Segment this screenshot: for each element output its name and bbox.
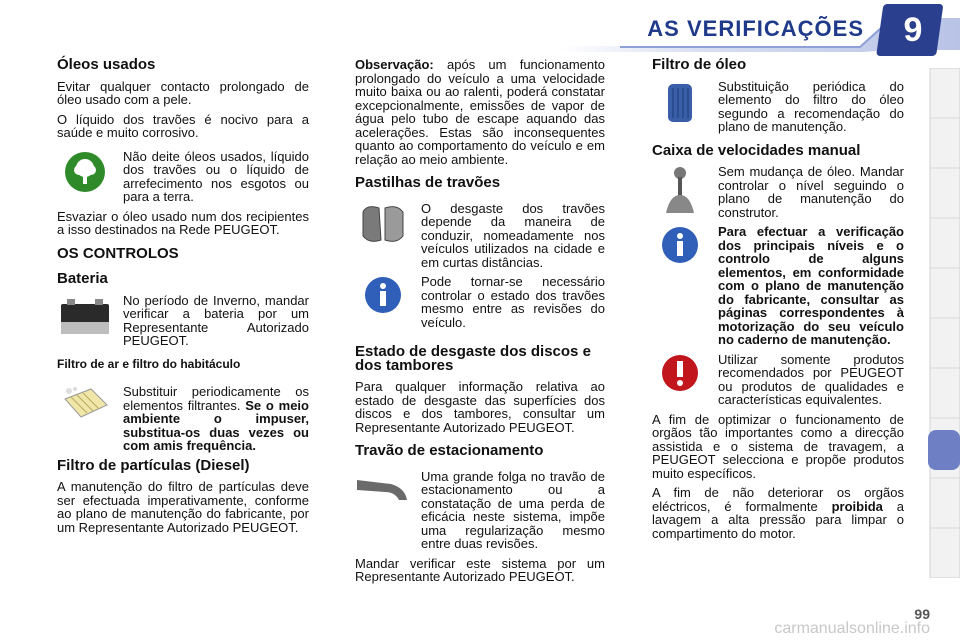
pads-note: O desgaste dos travões depende da maneira de conduzir, nomeadamente nos veículos utilizados na cidade e em curtas distâncias. xyxy=(421,200,605,270)
section-title-controlos: OS CONTROLOS xyxy=(57,244,179,262)
paragraph: A fim de optimizar o funcionamento de orgãos tão importantes como a direcção assistida e o sistema de travagem, a PEUGEOT selecciona e propõe produtos muito específicos. xyxy=(652,411,904,481)
parking-brake-note: Uma grande folga no travão de estacionamento ou a constatação de uma perda de eficácia neste sistema, impõe uma regularização mesmo entre duas revisões. xyxy=(421,468,605,551)
oil-filter-note: Substituição periódica do elemento do filtro do óleo segundo a recomendação do plano de manutenção. xyxy=(718,78,904,134)
maintenance-info: Para efectuar a verificação dos principais níveis e o controlo de alguns elementos, em conformidade com o plano de manutenção do fabricante, consultar as páginas correspondentes à motorização do seu veículo no caderno de manutenção. xyxy=(718,224,904,347)
section-title-desgaste: Estado de desgaste dos discos e dos tambores xyxy=(355,343,591,374)
section-title-pastilhas: Pastilhas de travões xyxy=(355,174,501,191)
paragraph: Evitar qualquer contacto prolongado de óleo usado com a pele. xyxy=(57,78,309,107)
paragraph: Mandar verificar este sistema por um Representante Autorizado PEUGEOT. xyxy=(355,555,605,584)
watermark: carmanualsonline.info xyxy=(774,620,930,637)
paragraph: Esvaziar o óleo usado num dos recipientes a isso destinados na Rede PEUGEOT. xyxy=(57,208,309,237)
column-3 xyxy=(652,58,904,546)
filter-note-bold: Se o meio ambiente o impuser, substitua-os duas vezes ou com amis frequência. xyxy=(123,397,309,453)
section-title-particulas: Filtro de partículas (Diesel) xyxy=(57,456,250,474)
emphasis: proibida xyxy=(831,498,883,514)
warning-note: Utilizar somente produtos recomendados por PEUGEOT ou produtos de qualidades e características equivalentes. xyxy=(718,351,904,407)
brake-pads-icon xyxy=(355,202,411,270)
info-icon xyxy=(355,275,411,329)
section-title-filtro-oleo: Filtro de óleo xyxy=(652,56,747,73)
oil-filter-icon xyxy=(652,80,708,134)
section-title-bateria: Bateria xyxy=(57,270,108,287)
paragraph: O líquido dos travões é nocivo para a saúde e muito corrosivo. xyxy=(57,111,309,140)
paragraph: a lavagem a alta pressão para limpar o compartimento do motor. xyxy=(652,498,904,541)
chapter-number: 9 xyxy=(903,10,923,49)
parking-brake-icon xyxy=(355,470,411,551)
air-filter-icon xyxy=(57,385,113,453)
section-title-filtro-ar: Filtro de ar e filtro do habitáculo xyxy=(57,356,241,371)
environment-tree-icon xyxy=(57,150,113,204)
section-title-travao: Travão de estacionamento xyxy=(355,442,544,459)
section-title-oleos: Óleos usados xyxy=(57,56,156,73)
filter-note: Substituir periodicamente os elementos filtrantes. xyxy=(123,384,309,413)
chapter-tabs xyxy=(926,68,960,578)
page-number: 99 xyxy=(914,606,930,622)
column-2 xyxy=(355,58,605,590)
section-title-caixa: Caixa de velocidades manual xyxy=(652,141,861,159)
gearbox-note: Sem mudança de óleo. Mandar controlar o nível seguindo o plano de manutenção do construtor. xyxy=(718,164,904,220)
observation-label: Observação: xyxy=(355,57,434,72)
battery-icon xyxy=(57,294,113,348)
info-icon xyxy=(652,225,708,347)
warning-icon xyxy=(652,353,708,407)
paragraph: A manutenção do filtro de partículas deve ser efectuada imperativamente, conforme ao plano de manutenção do fabricante, por um Representante Autorizado PEUGEOT. xyxy=(57,479,309,535)
battery-note: No período de Inverno, mandar verificar a bateria por um Representante Autorizado PEUGEOT. xyxy=(123,292,309,348)
paragraph: A fim de não deteriorar os orgãos eléctricos, é formalmente xyxy=(652,485,904,514)
page-title: AS VERIFICAÇÕES xyxy=(647,16,864,41)
paragraph: Para qualquer informação relativa ao estado de desgaste das superfícies dos discos e dos tambores, consultar um Representante Autorizado PEUGEOT. xyxy=(355,379,605,435)
pads-info: Pode tornar-se necessário controlar o estado dos travões mesmo entre as revisões do veículo. xyxy=(421,274,605,330)
environment-note: Não deite óleos usados, líquido dos travões ou o líquido de arrefecimento nos esgotos ou para a terra. xyxy=(123,148,309,204)
column-1 xyxy=(57,58,309,540)
gear-lever-icon xyxy=(652,165,708,219)
observation-text: após um funcionamento prolongado do veículo a uma velocidade muito baixa ou ao ralenti, poderá constatar excepcionalmente, emissões de vapor de água pelo tubo de escape aquando das acelerações. Estas são inconsequentes quanto ao comportamento do veículo e em relação ao meio ambiente. xyxy=(355,57,605,167)
